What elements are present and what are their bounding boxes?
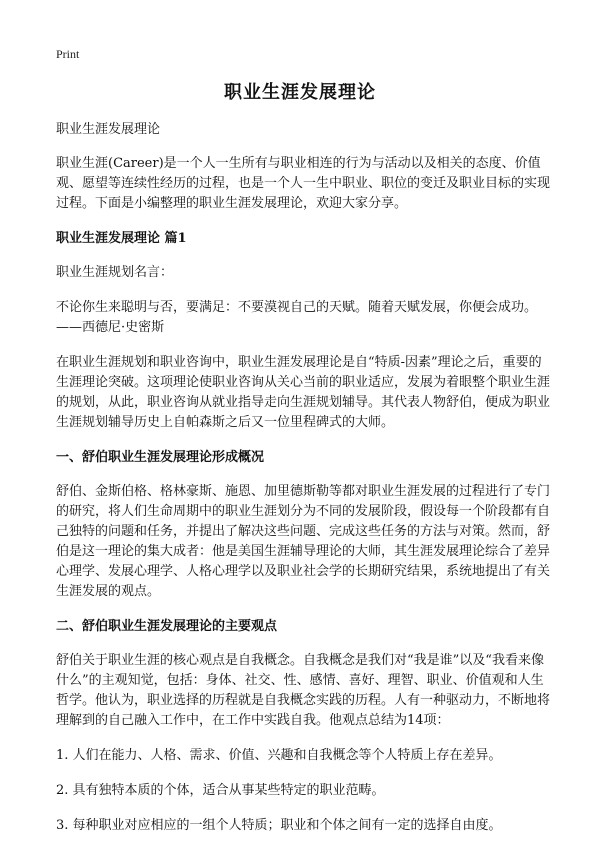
list-item: 1. 人们在能力、人格、需求、价值、兴趣和自我概念等个人特质上存在差异。 [56, 748, 502, 763]
overview-heading: 一、舒伯职业生涯发展理论形成概况 [56, 450, 265, 465]
main-views-heading: 二、舒伯职业生涯发展理论的主要观点 [56, 619, 278, 634]
overview-paragraph: 舒伯、金斯伯格、格林豪斯、施恩、加里德斯勒等都对职业生涯发展的过程进行了专门的研究，将人们生命周期中的职业生涯划分为不同的发展阶段，假设每一个阶段都有自己独特的问题和任务，并提出了解决这些问题、完成这些任务的方法与对策。然而，舒伯是这一理论的集大成者：他是美国生涯辅导理论的大师，其生涯发展理论综合了差异心理学、发展心理学、人格心理学以及职业社会学的长期研究结果，系统地提出了有关生涯发展的观点。 [56, 484, 551, 599]
career-development-paragraph: 在职业生涯规划和职业咨询中，职业生涯发展理论是自“特质-因素”理论之后，重要的生涯理论突破。这项理论使职业咨询从关心当前的职业适应，发展为着眼整个职业生涯的规划，从此，职业咨询从就业指导走向生涯规划辅导。其代表人物舒伯，便成为职业生涯规划辅导历史上自帕森斯之后又一位里程碑式的大师。 [56, 355, 551, 430]
document-body [56, 120, 550, 851]
list-item: 2. 具有独特本质的个体，适合从事某些特定的职业范畴。 [56, 783, 385, 798]
section-heading-1: 职业生涯发展理论 篇1 [56, 231, 187, 246]
document-subtitle: 职业生涯发展理论 [56, 122, 161, 137]
print-label: Print [56, 47, 80, 61]
intro-paragraph: 职业生涯(Career)是一个人一生所有与职业相连的行为与活动以及相关的态度、价值观、愿望等连续性经历的过程，也是一个人一生中职业、职位的变迁及职业目标的实现过程。下面是小编整理的职业生涯发展理论，欢迎大家分享。 [56, 156, 551, 211]
main-views-paragraph: 舒伯关于职业生涯的核心观点是自我概念。自我概念是我们对“我是谁”以及“我看来像什么”的主观知觉，包括：身体、社交、性、感情、喜好、理智、职业、价值观和人生哲学。他认为，职业选择的历程就是自我概念实践的历程。人有一种驱动力，不断地将理解到的自己融入工作中，在工作中实践自我。他观点总结为14项： [56, 653, 551, 728]
document-title: 职业生涯发展理论 [224, 82, 376, 103]
list-item: 3. 每种职业对应相应的一组个人特质；职业和个体之间有一定的选择自由度。 [56, 818, 502, 833]
quote-label: 职业生涯规划名言： [56, 265, 174, 280]
quote-paragraph: 不论你生来聪明与否，要满足：不要漠视自己的天赋。随着天赋发展，你便会成功。——西德尼·史密斯 [56, 300, 538, 335]
